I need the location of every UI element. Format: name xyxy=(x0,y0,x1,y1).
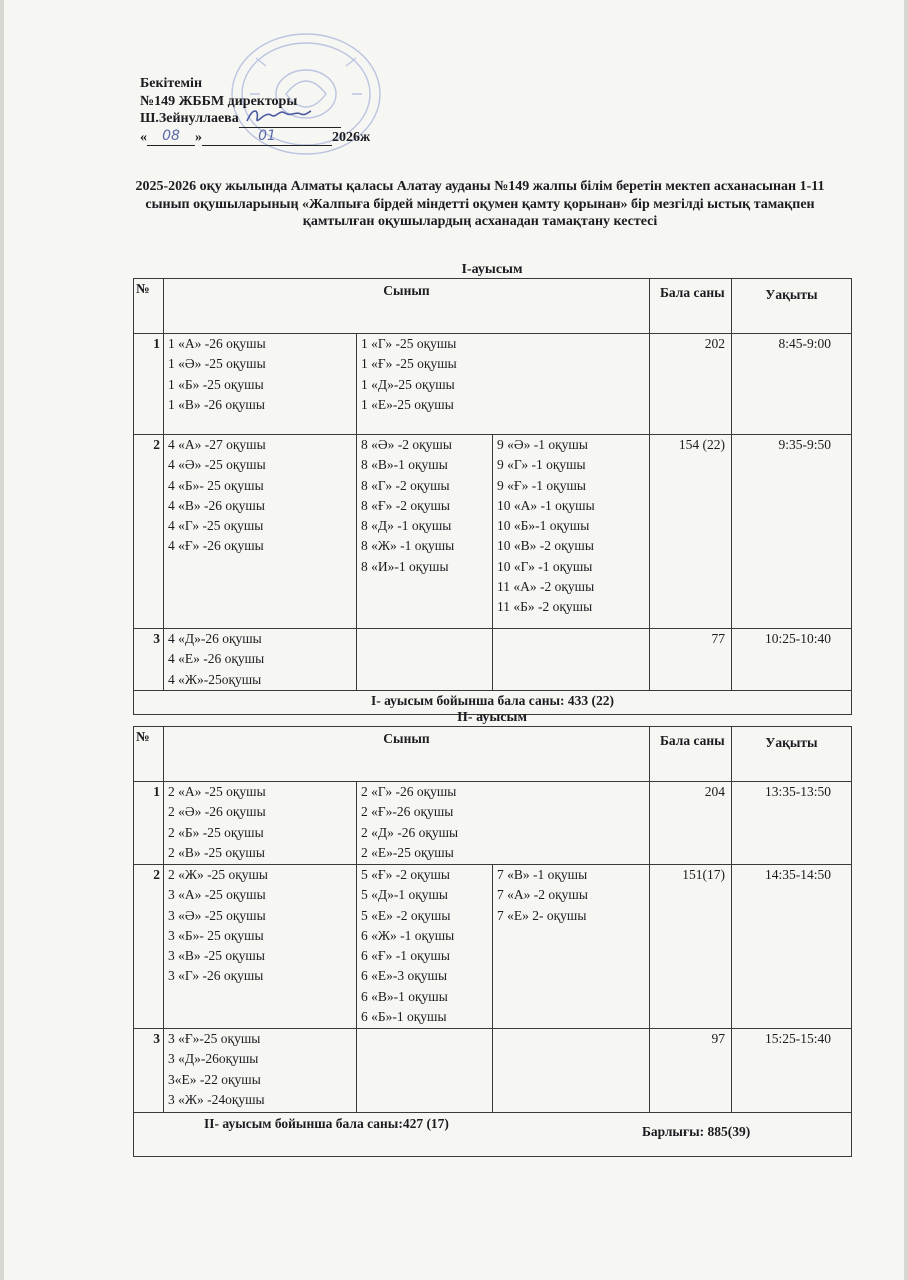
class-entry: 5 «Д»-1 оқушы xyxy=(361,887,448,903)
meal-time: 14:35-14:50 xyxy=(732,865,852,1029)
class-list xyxy=(164,629,357,691)
class-entry: 4 «А» -27 оқушы xyxy=(168,437,266,452)
shift2-title: ІІ- ауысым xyxy=(457,710,527,725)
header-time: Уақыты xyxy=(732,727,852,782)
class-list xyxy=(357,1029,493,1113)
grand-total: Барлығы: 885(39) xyxy=(642,1124,751,1139)
class-entry: 1 «Д»-25 оқушы xyxy=(361,376,455,392)
class-entry: 6 «Е»-3 оқушы xyxy=(361,968,448,984)
class-list xyxy=(164,334,357,435)
shift2-table xyxy=(133,726,852,1157)
meal-time: 9:35-9:50 xyxy=(732,435,852,629)
class-entry: 3 «Ә» -25 оқушы xyxy=(168,907,266,923)
date-year: 2026ж xyxy=(332,129,371,145)
meal-time: 13:35-13:50 xyxy=(732,782,852,865)
student-count: 151(17) xyxy=(650,865,732,1029)
approval-title: Бекітемін xyxy=(140,76,203,91)
table-row: 1 2 «А» -25 оқушы 2 «Ә» -26 оқушы 2 «Б» -25 оқушы 2 «В» -25 оқушы 2 «Г» -26 оқушы 2 «Ғ»-26 оқушы 2 «Д» -26 оқушы 2 «Е»-25 оқушы 204 13:35-13:50 xyxy=(134,782,852,865)
class-entry: 4 «Г» -25 оқушы xyxy=(168,518,264,534)
student-count: 202 xyxy=(650,334,732,435)
class-entry: 1 «Е»-25 оқушы xyxy=(361,396,454,412)
class-entry: 8 «В»-1 оқушы xyxy=(361,457,448,473)
document-title: 2025-2026 оқу жылында Алматы қаласы Алатау ауданы №149 жалпы білім беретін мектеп асханасынан 1-11 сынып оқушыларының «Жалпыға бірдей міндетті оқумен қамту қорынан» бір мезгілді ыстық тамақпен қамтылған оқушылардың асханадан тамақтану кестесі xyxy=(135,179,825,229)
class-list xyxy=(493,1029,650,1113)
class-entry: 8 «Ә» -2 оқушы xyxy=(361,437,452,452)
table-row: 3 4 «Д»-26 оқушы 4 «Е» -26 оқушы 4 «Ж»-25оқушы 77 10:25-10:40 xyxy=(134,629,852,691)
class-entry: 9 «Ғ» -1 оқушы xyxy=(497,477,586,493)
class-entry: 9 «Г» -1 оқушы xyxy=(497,457,586,473)
handwritten-signature xyxy=(243,105,313,127)
class-entry: 4 «Ғ» -26 оқушы xyxy=(168,538,264,554)
class-entry: 8 «И»-1 оқушы xyxy=(361,558,449,574)
class-entry: 3 «Ғ»-25 оқушы xyxy=(168,1031,261,1046)
class-list xyxy=(493,865,650,1029)
class-entry: 4 «Ә» -25 оқушы xyxy=(168,457,266,473)
header-class: Сынып xyxy=(164,279,650,334)
table-row: 2 4 «А» -27 оқушы 4 «Ә» -25 оқушы 4 «Б»- 25 оқушы 4 «В» -26 оқушы 4 «Г» -25 оқушы 4 «Ғ» -26 оқушы 8 «Ә» -2 оқушы 8 «В»-1 оқушы 8 «Г» -2 оқушы 8 «Ғ» -2 оқушы 8 «Д» -1 оқушы 8 «Ж» -1 оқушы 8 «И»-1 оқушы 9 «Ә» -1 оқушы 9 «Г» -1 оқушы 9 «Ғ» -1 оқушы 10 «А» -1 оқушы 10 «Б»-1 оқушы 10 «В» -2 оқушы 10 «Г» -1 оқушы 11 «А» -2 оқушы 11 «Б» -2 оқушы 154 (22) 9:35-9:50 xyxy=(134,435,852,629)
class-entry: 2 «В» -25 оқушы xyxy=(168,844,265,860)
table-header-row xyxy=(134,279,852,334)
class-list xyxy=(357,865,493,1029)
date-day: 08 xyxy=(162,127,180,144)
shift-total-row xyxy=(134,1113,852,1157)
class-entry: 8 «Ғ» -2 оқушы xyxy=(361,497,450,513)
class-entry: 3«Е» -22 оқушы xyxy=(168,1071,261,1087)
class-entry: 11 «А» -2 оқушы xyxy=(497,579,595,595)
shift2-total: ІІ- ауысым бойынша бала саны:427 (17) xyxy=(204,1116,449,1131)
shift1-total: І- ауысым бойынша бала саны: 433 (22) xyxy=(134,690,852,714)
header-class: Сынып xyxy=(164,727,650,782)
class-entry: 2 «Б» -25 оқушы xyxy=(168,824,264,840)
student-count: 204 xyxy=(650,782,732,865)
class-entry: 10 «В» -2 оқушы xyxy=(497,538,594,554)
class-entry: 6 «Ғ» -1 оқушы xyxy=(361,948,450,964)
class-entry: 8 «Г» -2 оқушы xyxy=(361,477,450,493)
class-entry: 4 «Ж»-25оқушы xyxy=(168,671,262,687)
class-entry: 1 «В» -26 оқушы xyxy=(168,396,265,412)
meal-time: 10:25-10:40 xyxy=(732,629,852,691)
class-entry: 4 «Д»-26 оқушы xyxy=(168,631,262,646)
class-entry: 2 «Ғ»-26 оқушы xyxy=(361,804,454,820)
class-entry: 1 «А» -26 оқушы xyxy=(168,336,266,351)
class-entry: 3 «Г» -26 оқушы xyxy=(168,968,264,984)
header-count: Бала саны xyxy=(650,279,732,334)
class-list xyxy=(357,782,650,865)
class-entry: 7 «Е» 2- оқушы xyxy=(497,907,587,923)
student-count: 97 xyxy=(650,1029,732,1113)
meal-time: 15:25-15:40 xyxy=(732,1029,852,1113)
class-entry: 7 «А» -2 оқушы xyxy=(497,887,588,903)
header-count: Бала саны xyxy=(650,727,732,782)
approval-signature-line xyxy=(140,110,370,128)
class-entry: 1 «Г» -25 оқушы xyxy=(361,336,457,351)
class-entry: 10 «Г» -1 оқушы xyxy=(497,558,593,574)
date-month: 01 xyxy=(258,127,276,144)
class-list xyxy=(164,782,357,865)
student-count: 154 (22) xyxy=(650,435,732,629)
header-time: Уақыты xyxy=(732,279,852,334)
class-entry: 2 «А» -25 оқушы xyxy=(168,784,266,799)
class-list xyxy=(493,629,650,691)
class-entry: 4 «В» -26 оқушы xyxy=(168,497,265,513)
signature-blank xyxy=(239,113,341,128)
approval-date: « 08 » 01 2026ж xyxy=(140,127,371,145)
approval-position: №149 ЖББМ директоры xyxy=(140,93,298,109)
class-entry: 2 «Ә» -26 оқушы xyxy=(168,804,266,820)
class-entry: 2 «Ж» -25 оқушы xyxy=(168,867,268,882)
shift1-table xyxy=(133,278,852,715)
class-entry: 9 «Ә» -1 оқушы xyxy=(497,437,588,452)
student-count: 77 xyxy=(650,629,732,691)
class-list xyxy=(164,865,357,1029)
class-list xyxy=(164,435,357,629)
table-row: 3 3 «Ғ»-25 оқушы 3 «Д»-26оқушы 3«Е» -22 оқушы 3 «Ж» -24оқушы 97 15:25-15:40 xyxy=(134,1029,852,1113)
class-list xyxy=(357,435,493,629)
class-entry: 3 «Б»- 25 оқушы xyxy=(168,927,264,943)
class-entry: 3 «В» -25 оқушы xyxy=(168,948,265,964)
class-entry: 6 «В»-1 оқушы xyxy=(361,988,448,1004)
class-entry: 7 «В» -1 оқушы xyxy=(497,867,588,882)
approval-block xyxy=(140,75,370,146)
class-entry: 10 «Б»-1 оқушы xyxy=(497,518,590,534)
class-entry: 6 «Б»-1 оқушы xyxy=(361,1009,447,1025)
class-entry: 1 «Б» -25 оқушы xyxy=(168,376,264,392)
class-entry: 11 «Б» -2 оқушы xyxy=(497,599,593,615)
class-entry: 8 «Д» -1 оқушы xyxy=(361,518,452,534)
class-entry: 1 «Ғ» -25 оқушы xyxy=(361,356,457,372)
table-row: 1 1 «А» -26 оқушы 1 «Ә» -25 оқушы 1 «Б» -25 оқушы 1 «В» -26 оқушы 1 «Г» -25 оқушы 1 «Ғ» -25 оқушы 1 «Д»-25 оқушы 1 «Е»-25 оқушы 202 8:45-9:00 xyxy=(134,334,852,435)
class-entry: 3 «А» -25 оқушы xyxy=(168,887,266,903)
class-entry: 2 «Г» -26 оқушы xyxy=(361,784,457,799)
class-entry: 1 «Ә» -25 оқушы xyxy=(168,356,266,372)
class-entry: 6 «Ж» -1 оқушы xyxy=(361,927,455,943)
header-num: № xyxy=(134,727,164,782)
class-entry: 5 «Е» -2 оқушы xyxy=(361,907,451,923)
class-entry: 3 «Ж» -24оқушы xyxy=(168,1091,265,1107)
class-entry: 8 «Ж» -1 оқушы xyxy=(361,538,455,554)
class-entry: 3 «Д»-26оқушы xyxy=(168,1051,259,1067)
class-entry: 2 «Е»-25 оқушы xyxy=(361,844,454,860)
class-entry: 5 «Ғ» -2 оқушы xyxy=(361,867,450,882)
table-header-row xyxy=(134,727,852,782)
class-entry: 10 «А» -1 оқушы xyxy=(497,497,595,513)
class-list xyxy=(493,435,650,629)
class-entry: 4 «Б»- 25 оқушы xyxy=(168,477,264,493)
meal-time: 8:45-9:00 xyxy=(732,334,852,435)
header-num: № xyxy=(134,279,164,334)
class-list xyxy=(164,1029,357,1113)
class-entry: 4 «Е» -26 оқушы xyxy=(168,651,265,667)
table-row: 2 2 «Ж» -25 оқушы 3 «А» -25 оқушы 3 «Ә» -25 оқушы 3 «Б»- 25 оқушы 3 «В» -25 оқушы 3 «Г» -26 оқушы 5 «Ғ» -2 оқушы 5 «Д»-1 оқушы 5 «Е» -2 оқушы 6 «Ж» -1 оқушы 6 «Ғ» -1 оқушы 6 «Е»-3 оқушы 6 «В»-1 оқушы 6 «Б»-1 оқушы 7 «В» -1 оқушы 7 «А» -2 оқушы 7 «Е» 2- оқушы 151(17) 14:35-14:50 xyxy=(134,865,852,1029)
director-name: Ш.Зейнуллаева xyxy=(140,111,239,126)
class-entry: 2 «Д» -26 оқушы xyxy=(361,824,459,840)
shift1-title: І-ауысым xyxy=(461,262,523,277)
class-list xyxy=(357,334,650,435)
class-list xyxy=(357,629,493,691)
